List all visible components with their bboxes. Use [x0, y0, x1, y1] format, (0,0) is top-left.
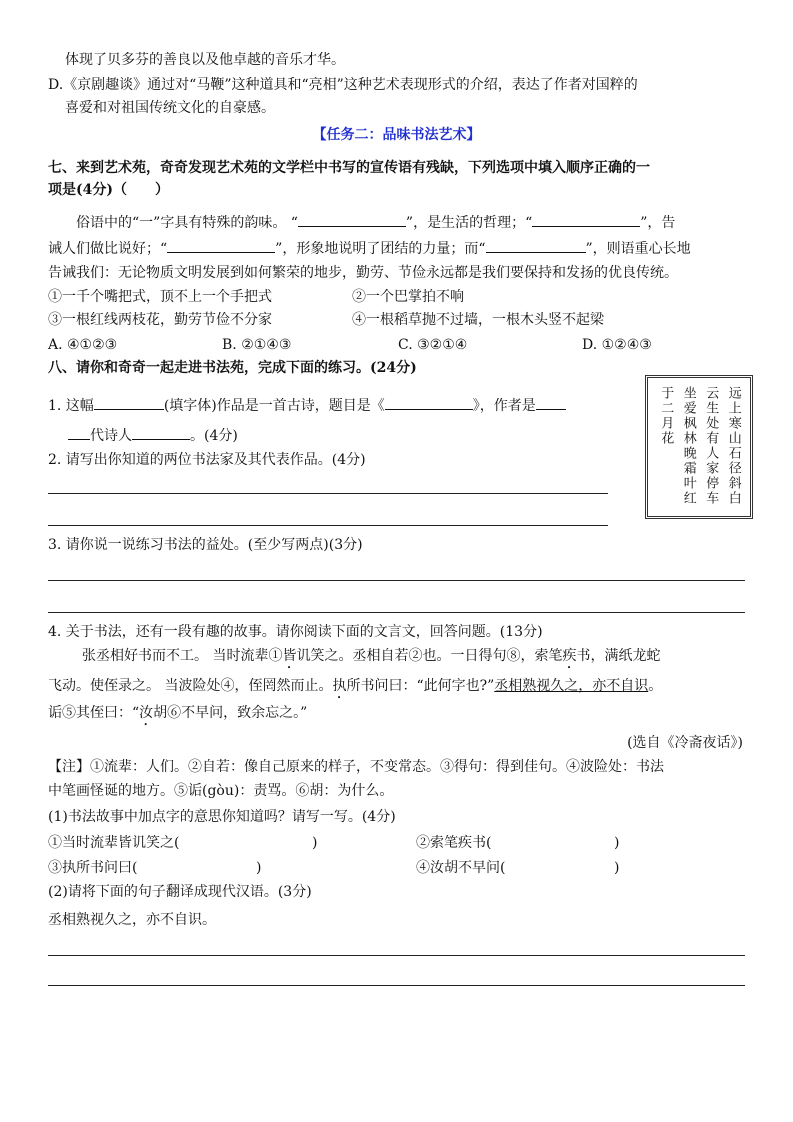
answer-blank[interactable] — [94, 395, 164, 410]
text: 。(4分) — [190, 428, 238, 444]
dotted-char: 执 — [332, 678, 347, 694]
text: ”，是生活的哲理；“ — [405, 215, 533, 231]
task-heading: 【任务二：品味书法艺术】 — [312, 127, 481, 143]
close-paren: ) — [312, 835, 318, 851]
q8-s3: 3. 请你说一说练习书法的益处。(至少写两点)(3分) — [48, 537, 363, 553]
text: 。 — [648, 678, 663, 694]
q7-passage-line3: 告诫我们：无论物质文明发展到如何繁荣的地步，勤劳、节俭永远都是我们要保持和发扬的优良传统。 — [48, 265, 678, 281]
answer-blank[interactable] — [486, 238, 586, 253]
story-line3 — [48, 703, 307, 729]
q8-s4: 4. 关于书法，还有一段有趣的故事。请你阅读下面的文言文，回答问题。(13分) — [48, 624, 543, 640]
q7-item: ③一根红线两枝花，勤劳节俭不分家 — [48, 312, 272, 328]
answer-line[interactable] — [48, 612, 745, 613]
text: (填字体)作品是一首古诗，题目是《 — [163, 398, 385, 414]
calligraphy-column: 云生处有人家停车 — [703, 386, 719, 506]
answer-line[interactable] — [48, 525, 608, 526]
q7-passage-line2 — [48, 238, 691, 259]
sub1-item: ②索笔疾书( — [416, 835, 492, 851]
q7-passage-line1 — [76, 212, 675, 233]
story-line1 — [82, 646, 660, 672]
text: 代诗人 — [90, 428, 132, 444]
q7-title-cont: 项是(4分)（ ） — [48, 182, 169, 198]
text: 张丞相好书而不工。 当时流辈① — [82, 648, 283, 664]
q7-option-d[interactable]: D. ①②④③ — [582, 337, 652, 353]
sub-question-1: (1)书法故事中加点字的意思你知道吗？请写一写。(4分) — [48, 809, 396, 825]
calligraphy-column: 坐爱枫林晚霜叶红 — [680, 386, 696, 506]
close-paren: ) — [614, 835, 620, 851]
notes-line1: 【注】①流辈：人们。②自若：像自己原来的样子，不变常态。③得句：得到佳句。④波险处：书法 — [48, 759, 664, 775]
text: ”，告 — [640, 215, 676, 231]
answer-blank[interactable] — [68, 425, 90, 440]
text: 所书问曰：“此何字也?” — [346, 678, 495, 694]
answer-line[interactable] — [48, 580, 745, 581]
sub1-item: ①当时流辈皆讥笑之( — [48, 835, 180, 851]
option-c-continued: 体现了贝多芬的善良以及他卓越的音乐才华。 — [65, 52, 345, 68]
q7-option-c[interactable]: C. ③②①④ — [398, 337, 468, 353]
dotted-char: 疾 — [562, 648, 577, 664]
close-paren: ) — [614, 860, 620, 876]
answer-blank[interactable] — [536, 395, 566, 410]
answer-line[interactable] — [48, 985, 745, 986]
sub1-item: ③执所书问曰( — [48, 860, 138, 876]
answer-blank[interactable] — [298, 212, 406, 227]
close-paren: ) — [256, 860, 262, 876]
text: 》，作者是 — [472, 398, 536, 414]
q8-s1 — [48, 395, 566, 416]
q8-title: 八、请你和奇奇一起走进书法苑，完成下面的练习。(24分) — [48, 360, 417, 376]
text: 1. 这幅 — [48, 398, 94, 414]
calligraphy-image — [645, 375, 753, 519]
q8-s2: 2. 请写出你知道的两位书法家及其代表作品。(4分) — [48, 452, 366, 468]
text: 诫人们做比说好；“ — [48, 241, 168, 257]
story-line2 — [48, 676, 662, 702]
sub-question-2: (2)请将下面的句子翻译成现代汉语。(3分) — [48, 884, 312, 900]
text: 诟⑤其侄曰：“ — [48, 705, 140, 721]
option-d-cont: 喜爱和对祖国传统文化的自豪感。 — [65, 100, 275, 116]
answer-line[interactable] — [48, 955, 745, 956]
answer-blank[interactable] — [132, 425, 190, 440]
q7-option-a[interactable]: A. ④①②③ — [48, 337, 118, 353]
dotted-char: 皆 — [282, 648, 297, 664]
q7-item: ④一根稻草抛不过墙，一根木头竖不起梁 — [352, 312, 604, 328]
q7-item: ②一个巴掌拍不响 — [352, 289, 464, 305]
answer-blank[interactable] — [385, 395, 473, 410]
text: ”，形象地说明了团结的力量；而“ — [275, 241, 486, 257]
text: ”，则语重心长地 — [585, 241, 691, 257]
text: 讥笑之。丞相自若②也。一日得句⑧，索笔 — [296, 648, 563, 664]
option-d: D.《京剧趣谈》通过对“马鞭”这种道具和“亮相”这种艺术表现形式的介绍，表达了作者对国粹的 — [48, 77, 638, 93]
q7-title: 七、来到艺术苑，奇奇发现艺术苑的文学栏中书写的宣传语有残缺，下列选项中填入顺序正确的一 — [48, 160, 650, 176]
answer-line[interactable] — [48, 493, 608, 494]
underlined-sentence: 丞相熟视久之，亦不自识 — [494, 678, 649, 694]
sub2-sentence: 丞相熟视久之，亦不自识。 — [48, 912, 216, 928]
calligraphy-column: 于二月花 — [658, 386, 674, 446]
q7-option-b[interactable]: B. ②①④③ — [222, 337, 292, 353]
sub1-item: ④汝胡不早问( — [416, 860, 506, 876]
text: 飞动。使侄录之。 当波险处④，侄罔然而止。 — [48, 678, 333, 694]
answer-blank[interactable] — [167, 238, 275, 253]
calligraphy-column: 远上寒山石径斜白 — [725, 386, 741, 506]
q7-item: ①一千个嘴把式，顶不上一个手把式 — [48, 289, 272, 305]
answer-blank[interactable] — [532, 212, 640, 227]
notes-line2: 中笔画怪诞的地方。⑤诟(gòu)：责骂。⑥胡：为什么。 — [48, 783, 394, 799]
dotted-char: 汝 — [139, 705, 154, 721]
text: 俗语中的“一”字具有特殊的韵味。 “ — [76, 215, 298, 231]
story-source: (选自《冷斋夜话》) — [627, 735, 743, 751]
text: 书，满纸龙蛇 — [576, 648, 661, 664]
q8-s1-cont — [68, 425, 238, 446]
text: 胡⑥不早问，致余忘之。” — [153, 705, 308, 721]
